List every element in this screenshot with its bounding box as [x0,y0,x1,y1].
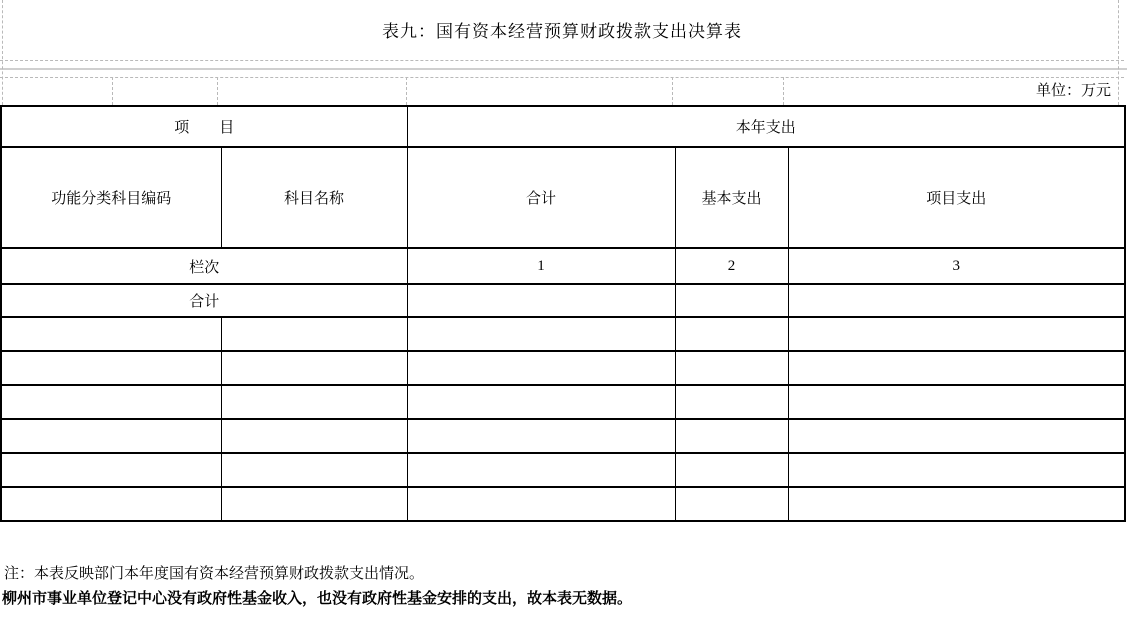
gridline-vertical [2,0,3,105]
rank-col-1: 1 [407,248,675,284]
total-row [1,284,1125,317]
empty-cell [221,419,407,453]
empty-cell [407,317,675,351]
gridline-vertical [783,77,784,105]
empty-cell [675,487,788,521]
total-label: 合计 [1,284,407,317]
empty-cell [1,385,221,419]
note-line-2: 柳州市事业单位登记中心没有政府性基金收入，也没有政府性基金安排的支出，故本表无数据。 [2,591,633,607]
empty-cell [675,419,788,453]
rank-col-3: 3 [788,248,1125,284]
empty-data-row [1,419,1125,453]
empty-cell [675,453,788,487]
total-value-basic [675,284,788,317]
empty-data-row [1,351,1125,385]
gridline-horizontal [0,68,1127,70]
rank-label: 栏次 [1,248,407,284]
header-function-code: 功能分类科目编码 [1,147,221,248]
total-value-project [788,284,1125,317]
empty-cell [407,351,675,385]
empty-rows-body [1,317,1125,521]
gridline-vertical [217,77,218,105]
header-row-2 [1,147,1125,248]
header-item-group: 项 目 [1,106,407,147]
header-current-year-group: 本年支出 [407,106,1125,147]
header-row-1 [1,106,1125,147]
empty-data-row [1,487,1125,521]
empty-cell [407,453,675,487]
unit-label: 单位：万元 [1035,83,1111,99]
gridline-horizontal [0,77,1124,78]
gridline-horizontal [0,60,1124,61]
empty-cell [1,487,221,521]
empty-cell [221,487,407,521]
empty-cell [788,317,1125,351]
table-title: 表九：国有资本经营预算财政拨款支出决算表 [382,22,742,41]
empty-cell [788,419,1125,453]
empty-cell [221,453,407,487]
empty-cell [221,317,407,351]
empty-cell [1,453,221,487]
total-value-total [407,284,675,317]
empty-cell [788,351,1125,385]
header-basic-expenditure: 基本支出 [675,147,788,248]
empty-cell [407,487,675,521]
empty-cell [675,317,788,351]
header-subject-name: 科目名称 [221,147,407,248]
empty-cell [675,351,788,385]
empty-cell [788,487,1125,521]
empty-cell [788,385,1125,419]
header-total: 合计 [407,147,675,248]
gridline-vertical [406,77,407,105]
empty-cell [221,385,407,419]
empty-cell [407,385,675,419]
gridline-vertical [672,77,673,105]
rank-col-2: 2 [675,248,788,284]
empty-cell [407,419,675,453]
empty-cell [1,317,221,351]
empty-data-row [1,317,1125,351]
header-project-expenditure: 项目支出 [788,147,1125,248]
empty-cell [788,453,1125,487]
empty-cell [675,385,788,419]
empty-data-row [1,385,1125,419]
note-line-1: 注：本表反映部门本年度国有资本经营预算财政拨款支出情况。 [4,566,425,582]
empty-cell [1,351,221,385]
empty-cell [221,351,407,385]
empty-cell [1,419,221,453]
gridline-vertical [1118,0,1119,105]
rank-row [1,248,1125,284]
expenditure-table [0,105,1126,522]
empty-data-row [1,453,1125,487]
gridline-vertical [112,77,113,105]
